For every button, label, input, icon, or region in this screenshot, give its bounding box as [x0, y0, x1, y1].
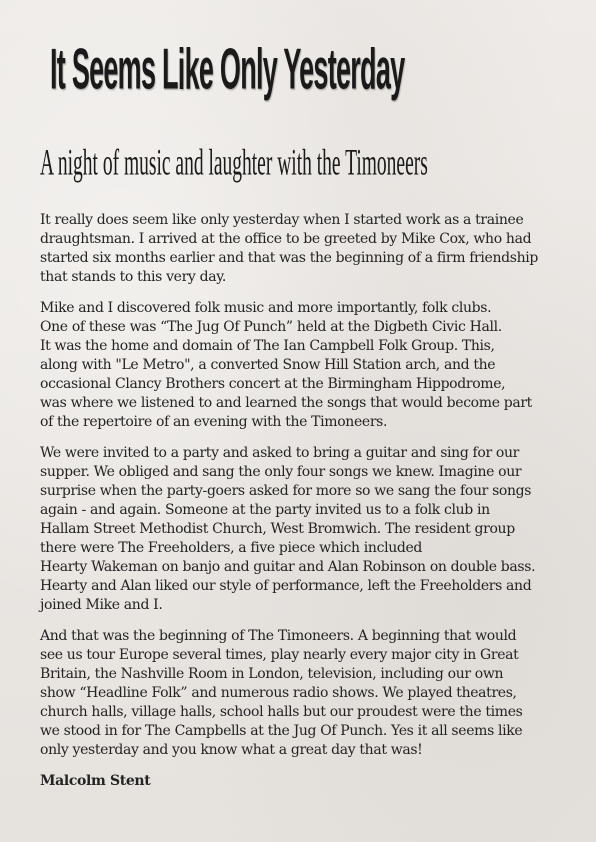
paragraph-line: Mike and I discovered folk music and more importantly, folk clubs. [40, 300, 492, 316]
paragraph-line: see us tour Europe several times, play nearly every major city in Great [40, 647, 519, 663]
paragraph-2 [40, 299, 576, 432]
paragraph-line: draughtsman. I arrived at the office to be greeted by Mike Cox, who had [40, 231, 532, 247]
author-signature: Malcolm Stent [40, 773, 151, 789]
article-subtitle: A night of music and laughter with the Timoneers [40, 143, 428, 184]
article-title: It Seems Like Only Yesterday [50, 37, 405, 101]
paragraph-line: supper. We obliged and sang the only four songs we knew. Imagine our [40, 464, 522, 480]
paragraph-line: joined Mike and I. [40, 597, 163, 613]
paragraph-1 [40, 211, 576, 287]
paragraph-line: Hearty and Alan liked our style of performance, left the Freeholders and [40, 578, 532, 594]
paragraph-line: started six months earlier and that was the beginning of a firm friendship [40, 250, 538, 266]
paragraph-line: occasional Clancy Brothers concert at the Birmingham Hippodrome, [40, 376, 506, 392]
paragraph-line: We were invited to a party and asked to bring a guitar and sing for our [40, 445, 520, 461]
paragraph-line: It was the home and domain of The Ian Campbell Folk Group. This, [40, 338, 495, 354]
paragraph-line: And that was the beginning of The Timoneers. A beginning that would [40, 628, 517, 644]
paragraph-line: Hearty Wakeman on banjo and guitar and Alan Robinson on double bass. [40, 559, 536, 575]
paragraph-4 [40, 627, 576, 760]
paragraph-line: Britain, the Nashville Room in London, television, including our own [40, 666, 504, 682]
paragraph-line: along with "Le Metro", a converted Snow Hill Station arch, and the [40, 357, 496, 373]
paragraph-line: Hallam Street Methodist Church, West Bromwich. The resident group [40, 521, 515, 537]
paragraph-line: that stands to this very day. [40, 269, 227, 285]
paragraph-line: It really does seem like only yesterday when I started work as a trainee [40, 212, 524, 228]
paragraph-line: only yesterday and you know what a great day that was! [40, 742, 423, 758]
paragraph-line: surprise when the party-goers asked for more so we sang the four songs [40, 483, 532, 499]
paragraph-line: we stood in for The Campbells at the Jug Of Punch. Yes it all seems like [40, 723, 523, 739]
paragraph-line: show “Headline Folk” and numerous radio shows. We played theatres, [40, 685, 517, 701]
paragraph-line: of the repertoire of an evening with the Timoneers. [40, 414, 388, 430]
paragraph-line: One of these was “The Jug Of Punch” held at the Digbeth Civic Hall. [40, 319, 502, 335]
paragraph-line: again - and again. Someone at the party invited us to a folk club in [40, 502, 490, 518]
paragraph-line: was where we listened to and learned the songs that would become part [40, 395, 532, 411]
paragraph-3 [40, 444, 576, 615]
paragraph-line: church halls, village halls, school halls but our proudest were the times [40, 704, 523, 720]
article-body [40, 211, 576, 791]
paragraph-line: there were The Freeholders, a five piece which included [40, 540, 423, 556]
